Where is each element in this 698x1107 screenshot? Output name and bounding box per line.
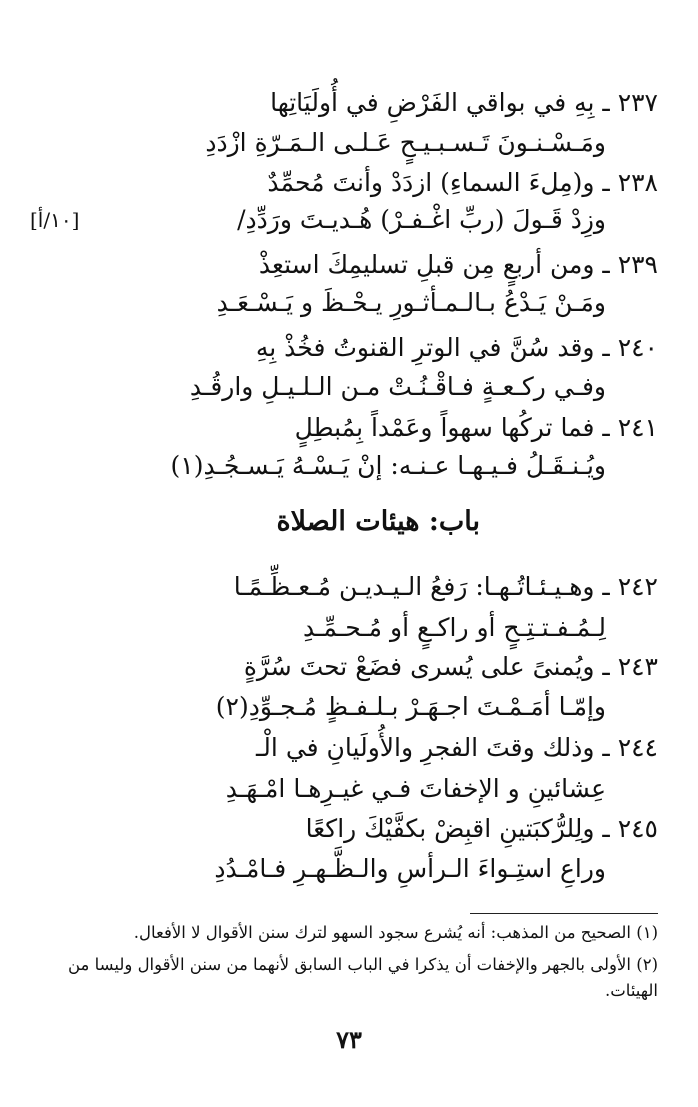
verse-242-line-1: ٢٤٢ ـ وهـيـئـاتُـهـا: رَفعُ الـيـديـن مُـعـظِّـمًـا: [233, 572, 658, 601]
verse-243-line-2: وإمّـا أمَـمْـتَ اجـهَـرْ بـلـفـظٍ مُـجـوِّدِ(٢): [215, 692, 606, 721]
verse-241-line-2: ويُـنـقَـلُ فـيـهـا عـنـه: إنْ يَـسْـهُ يَـسـجُـدِ(١): [170, 451, 606, 480]
footnote-divider: [470, 913, 658, 914]
verse-244-line-2: عِشائينِ و الإخفاتَ فـي غيـرِهـا امْـهَـدِ: [225, 774, 606, 803]
manuscript-folio-ref: [١٠/أ]: [30, 208, 80, 232]
verse-240-line-2: وفـي ركـعـةٍ فـاقْـنُـتْ مـن الـلـيـلِ وارقُـدِ: [189, 372, 606, 401]
verse-245-line-2: وراعِ استِـواءَ الـرأسِ والـظَّـهـرِ فـامْـدُدِ: [214, 854, 606, 883]
verse-244-line-1: ٢٤٤ ـ وذلك وقتَ الفجرِ والأُولَيانِ في الْـ: [255, 733, 658, 762]
verse-242-line-2: لِـمُـفـتـتِـحٍ أو راكـعٍ أو مُـحـمِّـدِ: [302, 613, 606, 642]
page-number: ٧٣: [336, 1025, 362, 1054]
verse-245-line-1: ٢٤٥ ـ ولِلرُّكبَتينِ اقبِضْ بكفَّيْكَ راكعًا: [305, 814, 658, 843]
verse-240-line-1: ٢٤٠ ـ وقد سُنَّ في الوترِ القنوتُ فخُذْ بِهِ: [255, 333, 658, 362]
verse-238-line-2: وزِدْ قَـولَ (ربِّ اغْـفـرْ) هُـديـتَ ورَدِّدِ/: [237, 205, 606, 234]
footnote-1: (١) الصحيح من المذهب: أنه يُشرع سجود السهو لترك سنن الأقوال لا الأفعال.: [133, 923, 658, 942]
footnote-2: (٢) الأولى بالجهر والإخفات أن يذكرا في الباب السابق لأنهما من سنن الأقوال وليسا من الهيئات.: [67, 955, 658, 1000]
chapter-heading: باب: هيئات الصلاة: [276, 506, 480, 537]
verse-238-line-1: ٢٣٨ ـ و(مِلءَ السماءِ) ازدَدْ وأنتَ مُحمِّدٌ: [267, 168, 658, 197]
verse-241-line-1: ٢٤١ ـ فما تركُها سهواً وعَمْداً بِمُبطِلٍ: [294, 413, 658, 442]
verse-237-line-1: ٢٣٧ ـ بِهِ في بواقي الفَرْضِ في أُولَيَاتِها: [270, 88, 658, 117]
verse-239-line-1: ٢٣٩ ـ ومن أربعٍ مِن قبلِ تسليمِكَ استعِذْ: [258, 250, 658, 279]
verse-239-line-2: ومَـنْ يَـدْعُ بـالـمـأثـورِ يـحْـظَ و يَـسْـعَـدِ: [216, 288, 606, 317]
verse-243-line-1: ٢٤٣ ـ ويُمنىً على يُسرى فضَعْ تحتَ سُرَّةٍ: [243, 652, 658, 681]
verse-237-line-2: ومَـسْـنـونَ تَـسـبـيـحٍ عَـلـى الـمَـرّةِ ازْدَدِ: [205, 128, 606, 157]
